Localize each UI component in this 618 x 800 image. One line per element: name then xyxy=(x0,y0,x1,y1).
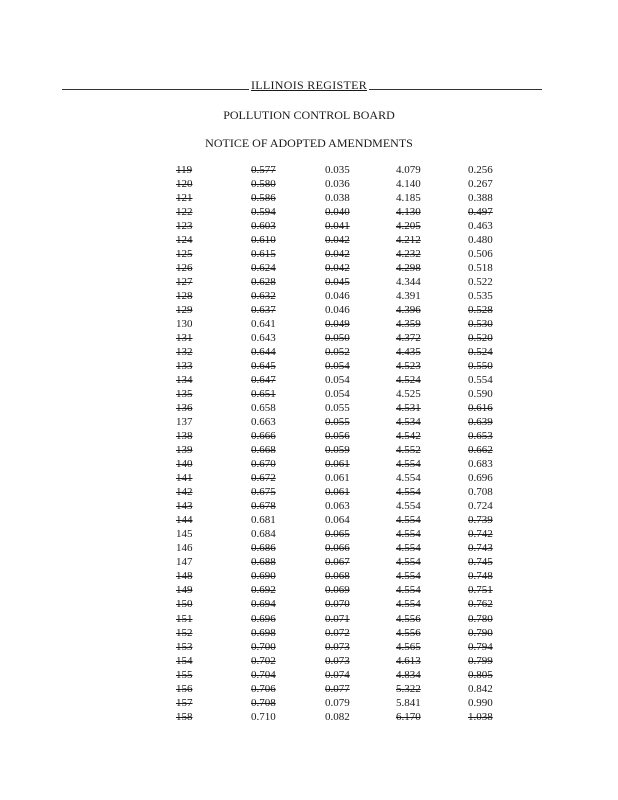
table-cell: 0.054 xyxy=(325,360,350,373)
table-row xyxy=(0,597,618,611)
table-cell: 0.675 xyxy=(251,486,276,499)
table-cell: 0.524 xyxy=(468,346,493,359)
table-cell: 0.628 xyxy=(251,276,276,289)
table-cell: 4.344 xyxy=(396,276,421,289)
table-cell: 4.554 xyxy=(396,486,421,499)
table-row xyxy=(0,401,618,415)
table-row xyxy=(0,163,618,177)
table-cell: 0.052 xyxy=(325,346,350,359)
table-cell: 122 xyxy=(176,206,193,219)
table-cell: 151 xyxy=(176,612,193,625)
table-cell: 0.077 xyxy=(325,682,350,695)
table-cell: 0.688 xyxy=(251,556,276,569)
table-cell: 128 xyxy=(176,290,193,303)
table-cell: 0.056 xyxy=(325,430,350,443)
table-cell: 4.554 xyxy=(396,584,421,597)
table-cell: 155 xyxy=(176,668,193,681)
table-cell: 0.696 xyxy=(251,612,276,625)
table-cell: 158 xyxy=(176,710,193,723)
table-cell: 0.050 xyxy=(325,332,350,345)
table-cell: 4.554 xyxy=(396,542,421,555)
table-cell: 0.694 xyxy=(251,598,276,611)
table-row xyxy=(0,513,618,527)
table-cell: 4.391 xyxy=(396,290,421,303)
table-cell: 0.684 xyxy=(251,528,276,541)
table-cell: 0.700 xyxy=(251,640,276,653)
table-cell: 0.071 xyxy=(325,612,350,625)
table-row xyxy=(0,471,618,485)
table-cell: 0.463 xyxy=(468,220,493,233)
table-cell: 0.550 xyxy=(468,360,493,373)
table-cell: 6.170 xyxy=(396,710,421,723)
table-cell: 0.651 xyxy=(251,388,276,401)
table-cell: 0.042 xyxy=(325,234,350,247)
table-row xyxy=(0,668,618,682)
table-cell: 4.554 xyxy=(396,500,421,513)
table-cell: 4.554 xyxy=(396,556,421,569)
table-cell: 0.739 xyxy=(468,514,493,527)
table-cell: 141 xyxy=(176,472,193,485)
table-cell: 0.045 xyxy=(325,276,350,289)
table-cell: 144 xyxy=(176,514,193,527)
table-cell: 5.322 xyxy=(396,682,421,695)
table-row xyxy=(0,429,618,443)
table-cell: 0.388 xyxy=(468,192,493,205)
table-row xyxy=(0,457,618,471)
table-row xyxy=(0,247,618,261)
table-cell: 0.046 xyxy=(325,290,350,303)
table-cell: 0.042 xyxy=(325,248,350,261)
table-cell: 0.708 xyxy=(251,696,276,709)
table-cell: 4.534 xyxy=(396,416,421,429)
table-cell: 145 xyxy=(176,528,193,541)
table-cell: 0.690 xyxy=(251,570,276,583)
table-cell: 132 xyxy=(176,346,193,359)
table-cell: 4.359 xyxy=(396,318,421,331)
table-cell: 0.708 xyxy=(468,486,493,499)
table-cell: 4.554 xyxy=(396,598,421,611)
table-cell: 4.552 xyxy=(396,444,421,457)
table-cell: 4.372 xyxy=(396,332,421,345)
table-cell: 0.681 xyxy=(251,514,276,527)
table-cell: 147 xyxy=(176,556,193,569)
table-cell: 129 xyxy=(176,304,193,317)
table-cell: 0.724 xyxy=(468,500,493,513)
table-row xyxy=(0,541,618,555)
table-row xyxy=(0,612,618,626)
table-cell: 142 xyxy=(176,486,193,499)
table-cell: 0.067 xyxy=(325,556,350,569)
table-cell: 4.556 xyxy=(396,626,421,639)
table-cell: 0.658 xyxy=(251,402,276,415)
table-row xyxy=(0,640,618,654)
table-cell: 4.435 xyxy=(396,346,421,359)
table-row xyxy=(0,527,618,541)
table-cell: 121 xyxy=(176,192,193,205)
table-cell: 0.678 xyxy=(251,500,276,513)
table-cell: 0.073 xyxy=(325,640,350,653)
table-cell: 0.780 xyxy=(468,612,493,625)
table-cell: 136 xyxy=(176,402,193,415)
table-row xyxy=(0,569,618,583)
table-cell: 0.704 xyxy=(251,668,276,681)
table-cell: 0.035 xyxy=(325,164,350,176)
table-cell: 4.554 xyxy=(396,514,421,527)
table-cell: 4.525 xyxy=(396,388,421,401)
table-row xyxy=(0,331,618,345)
table-cell: 0.762 xyxy=(468,598,493,611)
table-cell: 0.055 xyxy=(325,416,350,429)
table-row xyxy=(0,219,618,233)
table-cell: 0.063 xyxy=(325,500,350,513)
table-cell: 150 xyxy=(176,598,193,611)
table-cell: 0.643 xyxy=(251,332,276,345)
amendment-table xyxy=(0,163,618,724)
table-row xyxy=(0,345,618,359)
table-cell: 0.530 xyxy=(468,318,493,331)
table-cell: 0.065 xyxy=(325,528,350,541)
table-cell: 0.668 xyxy=(251,444,276,457)
table-cell: 0.586 xyxy=(251,192,276,205)
table-cell: 4.554 xyxy=(396,458,421,471)
table-cell: 0.256 xyxy=(468,164,493,176)
table-cell: 157 xyxy=(176,696,193,709)
table-cell: 124 xyxy=(176,234,193,247)
table-row xyxy=(0,275,618,289)
table-cell: 0.577 xyxy=(251,164,276,176)
table-cell: 4.554 xyxy=(396,528,421,541)
table-cell: 148 xyxy=(176,570,193,583)
table-cell: 0.702 xyxy=(251,654,276,667)
table-cell: 0.054 xyxy=(325,374,350,387)
table-cell: 0.662 xyxy=(468,444,493,457)
table-cell: 0.663 xyxy=(251,416,276,429)
table-cell: 0.079 xyxy=(325,696,350,709)
table-cell: 154 xyxy=(176,654,193,667)
table-cell: 0.520 xyxy=(468,332,493,345)
table-cell: 4.531 xyxy=(396,402,421,415)
table-cell: 0.580 xyxy=(251,178,276,191)
table-cell: 0.990 xyxy=(468,696,493,709)
table-cell: 0.064 xyxy=(325,514,350,527)
table-cell: 149 xyxy=(176,584,193,597)
table-cell: 0.672 xyxy=(251,472,276,485)
table-cell: 0.040 xyxy=(325,206,350,219)
register-title xyxy=(0,78,618,93)
table-cell: 0.710 xyxy=(251,710,276,723)
table-cell: 0.751 xyxy=(468,584,493,597)
table-cell: 0.535 xyxy=(468,290,493,303)
table-cell: 143 xyxy=(176,500,193,513)
table-cell: 0.698 xyxy=(251,626,276,639)
table-row xyxy=(0,233,618,247)
table-cell: 0.054 xyxy=(325,388,350,401)
board-title: POLLUTION CONTROL BOARD xyxy=(223,108,395,122)
table-row xyxy=(0,583,618,597)
table-cell: 134 xyxy=(176,374,193,387)
table-row xyxy=(0,555,618,569)
table-cell: 123 xyxy=(176,220,193,233)
table-cell: 4.298 xyxy=(396,262,421,275)
table-cell: 0.068 xyxy=(325,570,350,583)
table-cell: 0.616 xyxy=(468,402,493,415)
table-cell: 0.632 xyxy=(251,290,276,303)
table-cell: 0.706 xyxy=(251,682,276,695)
table-cell: 0.742 xyxy=(468,528,493,541)
table-cell: 0.554 xyxy=(468,374,493,387)
table-cell: 4.079 xyxy=(396,164,421,176)
table-cell: 4.554 xyxy=(396,472,421,485)
table-cell: 0.686 xyxy=(251,542,276,555)
table-cell: 0.528 xyxy=(468,304,493,317)
table-row xyxy=(0,415,618,429)
table-cell: 0.069 xyxy=(325,584,350,597)
table-cell: 125 xyxy=(176,248,193,261)
table-row xyxy=(0,696,618,710)
table-cell: 0.061 xyxy=(325,486,350,499)
table-cell: 0.645 xyxy=(251,360,276,373)
table-row xyxy=(0,710,618,724)
notice-title: NOTICE OF ADOPTED AMENDMENTS xyxy=(205,136,413,150)
table-cell: 0.480 xyxy=(468,234,493,247)
table-cell: 127 xyxy=(176,276,193,289)
table-cell: 0.790 xyxy=(468,626,493,639)
table-cell: 126 xyxy=(176,262,193,275)
table-cell: 0.041 xyxy=(325,220,350,233)
table-cell: 0.615 xyxy=(251,248,276,261)
table-row xyxy=(0,485,618,499)
table-row xyxy=(0,359,618,373)
table-cell: 4.834 xyxy=(396,668,421,681)
table-cell: 0.061 xyxy=(325,458,350,471)
table-cell: 0.743 xyxy=(468,542,493,555)
table-cell: 146 xyxy=(176,542,193,555)
table-row xyxy=(0,261,618,275)
table-cell: 4.523 xyxy=(396,360,421,373)
table-cell: 4.396 xyxy=(396,304,421,317)
table-cell: 0.745 xyxy=(468,556,493,569)
table-cell: 0.518 xyxy=(468,262,493,275)
table-cell: 0.070 xyxy=(325,598,350,611)
table-cell: 0.639 xyxy=(468,416,493,429)
table-cell: 0.794 xyxy=(468,640,493,653)
table-cell: 0.497 xyxy=(468,206,493,219)
table-cell: 4.130 xyxy=(396,206,421,219)
table-cell: 0.641 xyxy=(251,318,276,331)
table-cell: 0.049 xyxy=(325,318,350,331)
table-cell: 153 xyxy=(176,640,193,653)
table-cell: 0.644 xyxy=(251,346,276,359)
table-row xyxy=(0,317,618,331)
table-cell: 0.842 xyxy=(468,682,493,695)
table-cell: 0.042 xyxy=(325,262,350,275)
table-cell: 0.267 xyxy=(468,178,493,191)
table-cell: 0.046 xyxy=(325,304,350,317)
table-cell: 0.594 xyxy=(251,206,276,219)
table-cell: 0.590 xyxy=(468,388,493,401)
table-cell: 131 xyxy=(176,332,193,345)
table-cell: 4.524 xyxy=(396,374,421,387)
table-cell: 0.038 xyxy=(325,192,350,205)
table-row xyxy=(0,443,618,457)
table-cell: 0.610 xyxy=(251,234,276,247)
table-cell: 0.073 xyxy=(325,654,350,667)
table-cell: 4.554 xyxy=(396,570,421,583)
table-cell: 0.683 xyxy=(468,458,493,471)
table-cell: 130 xyxy=(176,318,193,331)
table-cell: 0.506 xyxy=(468,248,493,261)
table-cell: 152 xyxy=(176,626,193,639)
table-cell: 0.748 xyxy=(468,570,493,583)
table-cell: 4.140 xyxy=(396,178,421,191)
table-cell: 0.624 xyxy=(251,262,276,275)
table-row xyxy=(0,654,618,668)
table-cell: 0.647 xyxy=(251,374,276,387)
table-cell: 0.799 xyxy=(468,654,493,667)
table-cell: 133 xyxy=(176,360,193,373)
table-cell: 0.066 xyxy=(325,542,350,555)
table-row xyxy=(0,191,618,205)
table-cell: 4.212 xyxy=(396,234,421,247)
table-cell: 0.059 xyxy=(325,444,350,457)
table-row xyxy=(0,289,618,303)
table-row xyxy=(0,499,618,513)
table-cell: 0.696 xyxy=(468,472,493,485)
table-cell: 0.072 xyxy=(325,626,350,639)
table-cell: 156 xyxy=(176,682,193,695)
table-cell: 1.038 xyxy=(468,710,493,723)
table-cell: 119 xyxy=(176,164,193,176)
table-cell: 4.613 xyxy=(396,654,421,667)
table-row xyxy=(0,626,618,640)
table-cell: 0.061 xyxy=(325,472,350,485)
table-cell: 0.055 xyxy=(325,402,350,415)
table-cell: 4.205 xyxy=(396,220,421,233)
table-cell: 0.653 xyxy=(468,430,493,443)
table-cell: 137 xyxy=(176,416,193,429)
table-cell: 4.232 xyxy=(396,248,421,261)
table-cell: 5.841 xyxy=(396,696,421,709)
table-cell: 0.666 xyxy=(251,430,276,443)
table-cell: 0.082 xyxy=(325,710,350,723)
table-cell: 4.542 xyxy=(396,430,421,443)
table-cell: 0.692 xyxy=(251,584,276,597)
table-cell: 0.522 xyxy=(468,276,493,289)
table-cell: 4.565 xyxy=(396,640,421,653)
table-row xyxy=(0,682,618,696)
table-cell: 0.603 xyxy=(251,220,276,233)
register-title-text: ILLINOIS REGISTER xyxy=(250,78,368,92)
table-row xyxy=(0,373,618,387)
table-cell: 140 xyxy=(176,458,193,471)
table-row xyxy=(0,387,618,401)
table-cell: 0.805 xyxy=(468,668,493,681)
table-row xyxy=(0,303,618,317)
table-row xyxy=(0,205,618,219)
table-cell: 0.670 xyxy=(251,458,276,471)
table-cell: 139 xyxy=(176,444,193,457)
table-cell: 135 xyxy=(176,388,193,401)
table-cell: 0.074 xyxy=(325,668,350,681)
table-cell: 120 xyxy=(176,178,193,191)
table-cell: 0.637 xyxy=(251,304,276,317)
table-row xyxy=(0,177,618,191)
table-cell: 4.185 xyxy=(396,192,421,205)
table-cell: 138 xyxy=(176,430,193,443)
table-cell: 0.036 xyxy=(325,178,350,191)
table-cell: 4.556 xyxy=(396,612,421,625)
